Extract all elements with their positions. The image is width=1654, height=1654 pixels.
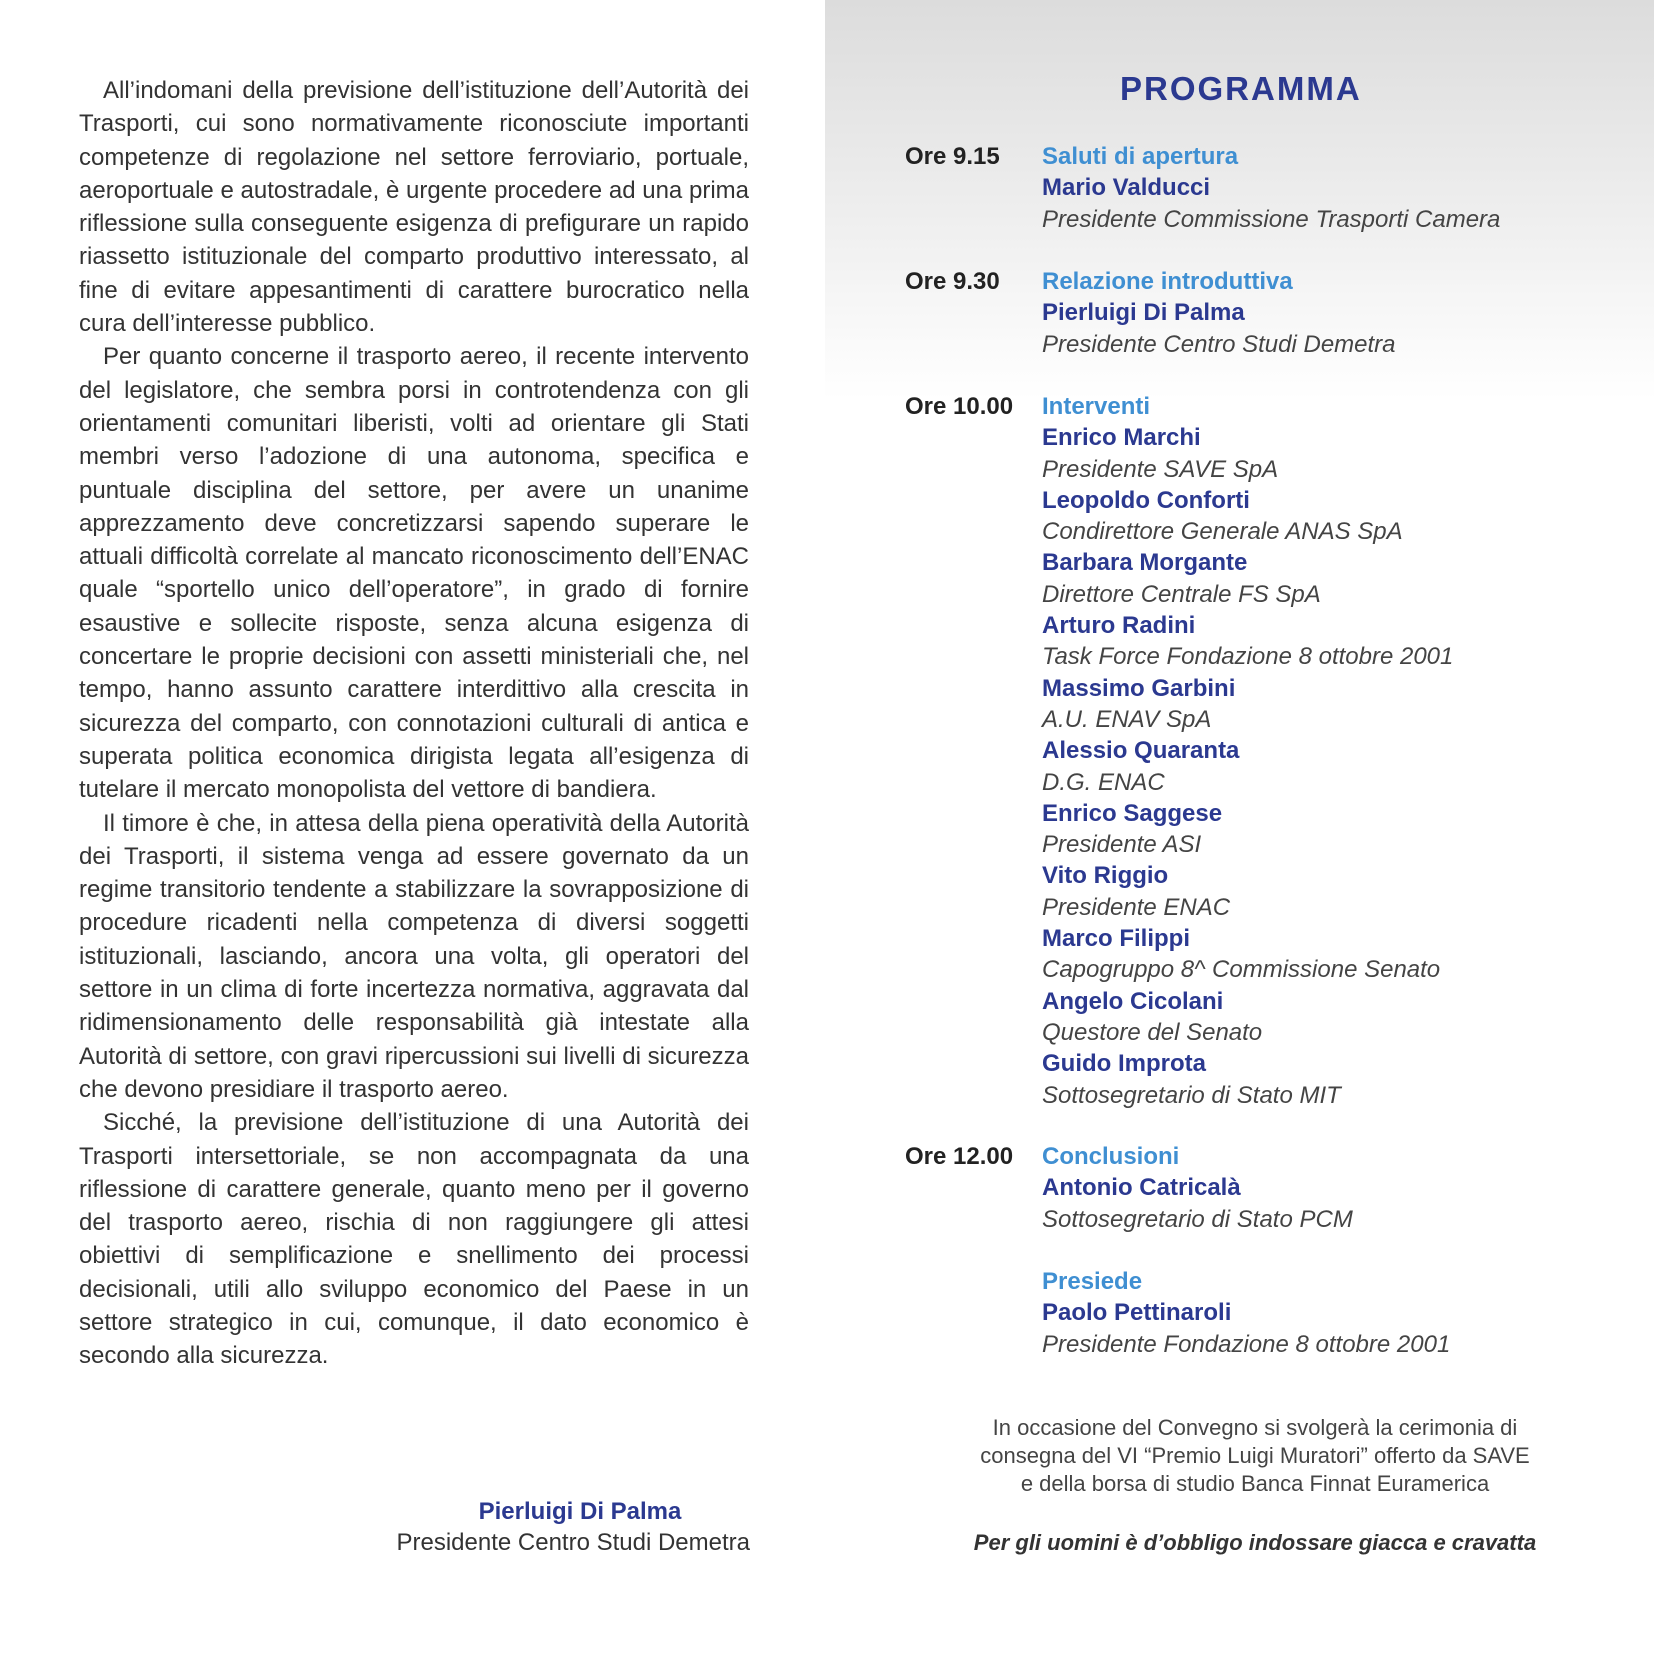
note-line: In occasione del Convegno si svolgerà la cerimonia di — [992, 1415, 1518, 1440]
speaker-name: Antonio Catricalà — [1042, 1174, 1241, 1202]
speaker-role: A.U. ENAV SpA — [1042, 705, 1212, 733]
speaker-name: Leopoldo Conforti — [1042, 486, 1250, 514]
speaker-name: Paolo Pettinaroli — [1042, 1299, 1232, 1327]
speaker-name: Alessio Quaranta — [1042, 737, 1240, 765]
session-time: Ore 12.00 — [905, 1143, 1014, 1170]
speaker-name: Vito Riggio — [1042, 862, 1169, 890]
signature-role: Presidente Centro Studi Demetra — [396, 1529, 750, 1556]
essay-paragraph: All’indomani della previsione dell’istituzione dell’Autorità dei Trasporti, cui sono normativamente riconosciute importanti competenze di regolazione nel settore ferroviario, portuale, aeroportuale e autostradale, è urgente procedere ad una prima riflessione sulla conseguente esigenza di prefigurare un rapido riassetto istituzionale del comparto produttivo interessato, al fine di evitare appesantimenti di carattere burocratico nella cura dell’interesse pubblico. — [79, 77, 749, 338]
session-time: Ore 9.15 — [905, 143, 1000, 170]
essay-paragraph: Sicché, la previsione dell’istituzione di una Autorità dei Trasporti intersettoriale, se non accompagnata da una riflessione di carattere generale, quanto meno per il governo del trasporto aereo, rischia di non raggiungere gli attesi obiettivi di semplificazione e snellimento dei processi decisionali, utili allo sviluppo economico del Paese in un settore strategico in cui, comunque, il dato economico è secondo alla sicurezza. — [79, 1109, 749, 1370]
speaker-role: Presidente ENAC — [1042, 893, 1231, 921]
speaker-role: Sottosegretario di Stato MIT — [1042, 1081, 1341, 1109]
speaker-name: Guido Improta — [1042, 1050, 1206, 1078]
session-heading: Conclusioni — [1042, 1143, 1180, 1170]
signature — [300, 1496, 750, 1558]
speaker-role: Direttore Centrale FS SpA — [1042, 580, 1321, 608]
signature-name: Pierluigi Di Palma — [478, 1498, 682, 1525]
essay-paragraph: Per quanto concerne il trasporto aereo, il recente intervento del legislatore, che sembra porsi in controtendenza con gli orientamenti comunitari liberisti, volti ad orientare gli Stati membri verso l’adozione di una autonoma, specifica e puntuale disciplina del settore, per avere un unanime apprezzamento deve concretizzarsi sapendo superare le attuali difficoltà correlate al mancato riconoscimento dell’ENAC quale “sportello unico dell’operatore”, in grado di fornire esaustive e sollecite risposte, senza alcuna esigenza di concertare le proprie decisioni con assetti ministeriali che, nel tempo, hanno assunto carattere interdittivo alla crescita in sicurezza del comparto, con connotazioni culturali di antica e superata politica economica dirigista legata all’esigenza di tutelare il mercato monopolista del vettore di bandiera. — [79, 343, 749, 804]
speaker-name: Mario Valducci — [1042, 174, 1211, 202]
note-line: e della borsa di studio Banca Finnat Euramerica — [1020, 1471, 1490, 1496]
session-heading: Presiede — [1042, 1268, 1143, 1295]
session-heading: Saluti di apertura — [1042, 143, 1239, 170]
speaker-name: Barbara Morgante — [1042, 549, 1248, 577]
left-page — [0, 0, 825, 1654]
speaker-role: D.G. ENAC — [1042, 768, 1165, 796]
speaker-name: Enrico Marchi — [1042, 424, 1201, 452]
ceremony-note — [905, 1414, 1605, 1498]
speaker-role: Task Force Fondazione 8 ottobre 2001 — [1042, 643, 1454, 671]
speaker-role: Presidente Centro Studi Demetra — [1042, 330, 1396, 358]
session-time: Ore 10.00 — [905, 393, 1014, 420]
essay-paragraph: Il timore è che, in attesa della piena operatività della Autorità dei Trasporti, il sistema venga ad essere governato da un regime transitorio tendente a stabilizzare la sovrapposizione di procedure ricadenti nella competenza di diversi soggetti istituzionali, lasciando, ancora una volta, gli operatori del settore in un clima di forte incertezza normativa, aggravata dal ridimensionamento delle responsabilità già intestate alla Autorità di settore, con gravi ripercussioni sui livelli di sicurezza che devono presidiare il trasporto aereo. — [79, 809, 749, 1103]
speaker-name: Angelo Cicolani — [1042, 987, 1224, 1015]
speaker-role: Questore del Senato — [1042, 1018, 1263, 1046]
speaker-role: Presidente Commissione Trasporti Camera — [1042, 205, 1501, 233]
speaker-role: Sottosegretario di Stato PCM — [1042, 1205, 1353, 1233]
session-heading: Interventi — [1042, 393, 1151, 420]
speaker-role: Capogruppo 8^ Commissione Senato — [1042, 956, 1441, 984]
speaker-name: Marco Filippi — [1042, 925, 1191, 953]
dress-code: Per gli uomini è d’obbligo indossare giacca e cravatta — [973, 1530, 1537, 1555]
speaker-name: Massimo Garbini — [1042, 674, 1236, 702]
speaker-role: Presidente ASI — [1042, 831, 1202, 859]
speaker-role: Presidente Fondazione 8 ottobre 2001 — [1042, 1330, 1451, 1358]
speaker-name: Pierluigi Di Palma — [1042, 299, 1245, 327]
speaker-role: Presidente SAVE SpA — [1042, 455, 1279, 483]
note-line: consegna del VI “Premio Luigi Muratori” offerto da SAVE — [980, 1443, 1530, 1468]
session-heading: Relazione introduttiva — [1042, 268, 1293, 295]
programme-title: PROGRAMMA — [1120, 70, 1362, 107]
speaker-name: Enrico Saggese — [1042, 799, 1223, 827]
essay-text — [79, 74, 749, 1373]
session-time: Ore 9.30 — [905, 268, 1000, 295]
speaker-name: Arturo Radini — [1042, 612, 1196, 640]
speaker-role: Condirettore Generale ANAS SpA — [1042, 518, 1403, 546]
